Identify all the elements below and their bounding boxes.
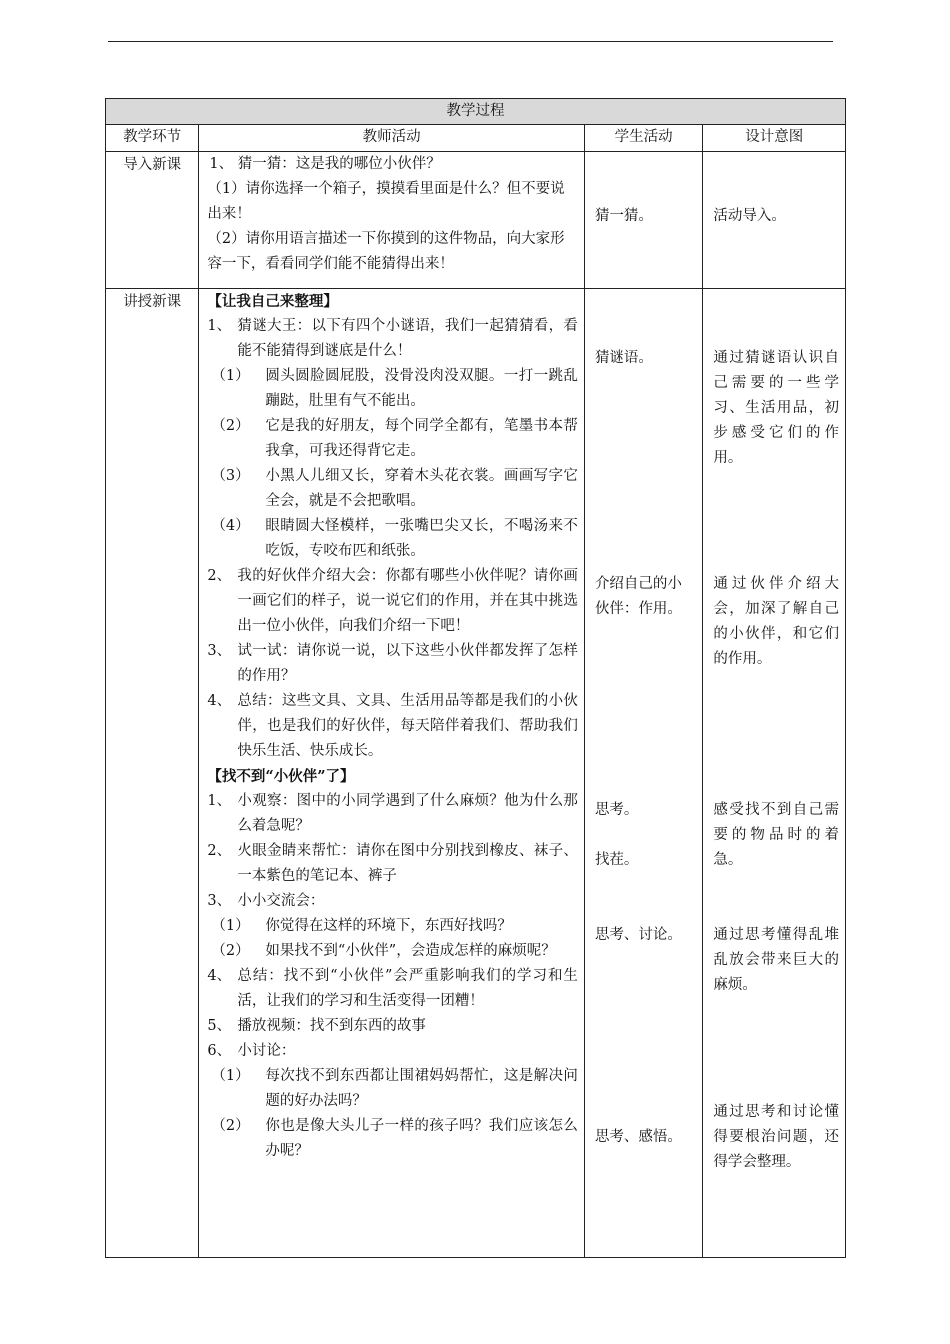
item-text: 总结：找不到“小伙伴”会严重影响我们的学习和生活，让我们的学习和生活变得一团糟！: [237, 968, 578, 1009]
header-student: 学生活动: [584, 125, 702, 152]
sub-text: 你也是像大头儿子一样的孩子吗？我们应该怎么办呢？: [265, 1118, 578, 1159]
section-title-organize: 【让我自己来整理】: [207, 293, 338, 310]
riddle-number: （3）: [211, 468, 250, 484]
student-note: 思考、讨论。: [594, 927, 682, 943]
item-number: 6、: [207, 1043, 232, 1059]
list-item: [207, 964, 578, 1014]
item-number: 5、: [207, 1018, 232, 1034]
intro-item-1: 1、 猜一猜：这是我的哪位小伙伴？: [209, 156, 441, 172]
list-item: [207, 314, 578, 364]
intent-note: 通过猜谜语认识自己需要的一些学习、生活用品，初步感受它们的作用。: [713, 350, 839, 466]
item-text: 小讨论：: [237, 1043, 296, 1059]
sub-text: 你觉得在这样的环境下，东西好找吗？: [265, 918, 512, 934]
table-row: [106, 289, 846, 1258]
student-note: 猜谜语。: [594, 350, 653, 366]
item-text: 播放视频：找不到东西的故事: [237, 1018, 426, 1034]
list-item: [207, 839, 578, 889]
discussion-item: [207, 1114, 578, 1164]
item-number: 4、: [207, 968, 232, 984]
discussion-item: [207, 914, 578, 939]
item-number: 2、: [207, 843, 232, 859]
list-item: [207, 1014, 578, 1039]
sub-text: 每次找不到东西都让围裙妈妈帮忙，这是解决问题的好办法吗？: [265, 1068, 578, 1109]
student-note: 介绍自己的小伙伴：作用。: [594, 576, 682, 617]
header-stage: 教学环节: [106, 125, 199, 152]
riddle-number: （2）: [211, 418, 250, 434]
sub-number: （1）: [211, 918, 250, 934]
sub-number: （1）: [211, 1068, 250, 1084]
riddle-text: 圆头圆脸圆屁股，没骨没肉没双腿。一打一跳乱蹦跶，肚里有气不能出。: [265, 368, 578, 409]
teaching-process-table: [105, 98, 846, 1258]
student-note-intro: 猜一猜。: [594, 208, 653, 224]
item-number: 3、: [207, 893, 232, 909]
item-number: 4、: [207, 693, 232, 709]
riddle-item: [207, 464, 578, 514]
discussion-item: [207, 939, 578, 964]
table-row: [106, 152, 846, 289]
item-number: 1、: [207, 318, 232, 334]
design-intent-intro: [703, 152, 846, 289]
riddle-text: 它是我的好朋友，每个同学全都有，笔墨书本帮我拿，可我还得背它走。: [265, 418, 578, 459]
teacher-activity-new-lesson: [199, 289, 585, 1258]
design-intent-new-lesson: [703, 289, 846, 1258]
list-item: [207, 1039, 578, 1064]
intent-note: 通过思考懂得乱堆乱放会带来巨大的麻烦。: [713, 927, 839, 993]
student-activity-new-lesson: [584, 289, 702, 1258]
section-title-lost-partner: 【找不到“小伙伴”了】: [207, 768, 355, 785]
table-title: 教学过程: [106, 99, 846, 125]
sub-number: （2）: [211, 1118, 250, 1134]
sub-text: 如果找不到“小伙伴”，会造成怎样的麻烦呢？: [265, 943, 556, 959]
riddle-text: 小黑人儿细又长，穿着木头花衣裳。画画写字它全会，就是不会把歌唱。: [265, 468, 578, 509]
intent-note-intro: 活动导入。: [713, 208, 786, 224]
item-text: 猜谜大王：以下有四个小谜语，我们一起猜猜看，看能不能猜得到谜底是什么！: [237, 318, 578, 359]
riddle-item: [207, 414, 578, 464]
item-text: 火眼金睛来帮忙：请你在图中分别找到橡皮、袜子、一本紫色的笔记本、裤子: [237, 843, 578, 884]
riddle-item: [207, 364, 578, 414]
list-item: [207, 789, 578, 839]
intro-item-1-sub-1: （1）请你选择一个箱子，摸摸看里面是什么？但不要说出来！: [207, 181, 565, 222]
table-title-row: [106, 99, 846, 125]
item-text: 小小交流会：: [237, 893, 325, 909]
intent-note: 感受找不到自己需要的物品时的着急。: [713, 802, 839, 868]
item-number: 1、: [207, 793, 232, 809]
riddle-number: （1）: [211, 368, 250, 384]
intent-note: 通过伙伴介绍大会，加深了解自己的小伙伴，和它们的作用。: [713, 576, 839, 667]
student-activity-intro: [584, 152, 702, 289]
intro-item-1-sub-2: （2）请你用语言描述一下你摸到的这件物品，向大家形容一下，看看同学们能不能猜得出来！: [207, 231, 565, 272]
stage-new-lesson: 讲授新课: [106, 289, 199, 1258]
student-note: 思考、感悟。: [594, 1129, 682, 1145]
list-item: [207, 639, 578, 689]
intent-note: 通过思考和讨论懂得要根治问题，还得学会整理。: [713, 1104, 839, 1170]
riddle-number: （4）: [211, 518, 250, 534]
item-number: 2、: [207, 568, 232, 584]
header-teacher: 教师活动: [199, 125, 585, 152]
item-text: 总结：这些文具、文具、生活用品等都是我们的小伙伴，也是我们的好伙伴，每天陪伴着我们、帮助我们快乐生活、快乐成长。: [237, 693, 578, 759]
student-note: 思考。: [594, 802, 639, 818]
item-text: 我的好伙伴介绍大会：你都有哪些小伙伴呢？请你画一画它们的样子，说一说它们的作用，并在其中挑选出一位小伙伴，向我们介绍一下吧！: [237, 568, 578, 634]
teacher-activity-intro: [199, 152, 585, 289]
table-header-row: [106, 125, 846, 152]
riddle-item: [207, 514, 578, 564]
stage-intro: 导入新课: [106, 152, 199, 289]
item-text: 小观察：图中的小同学遇到了什么麻烦？他为什么那么着急呢？: [237, 793, 578, 834]
discussion-item: [207, 1064, 578, 1114]
list-item: [207, 889, 578, 914]
student-note: 找茬。: [594, 852, 639, 868]
list-item: [207, 689, 578, 764]
header-intent: 设计意图: [703, 125, 846, 152]
item-number: 3、: [207, 643, 232, 659]
sub-number: （2）: [211, 943, 250, 959]
header-rule: [108, 41, 833, 42]
riddle-text: 眼睛圆大怪模样，一张嘴巴尖又长，不喝汤来不吃饭，专咬布匹和纸张。: [265, 518, 578, 559]
item-text: 试一试：请你说一说，以下这些小伙伴都发挥了怎样的作用？: [237, 643, 578, 684]
list-item: [207, 564, 578, 639]
